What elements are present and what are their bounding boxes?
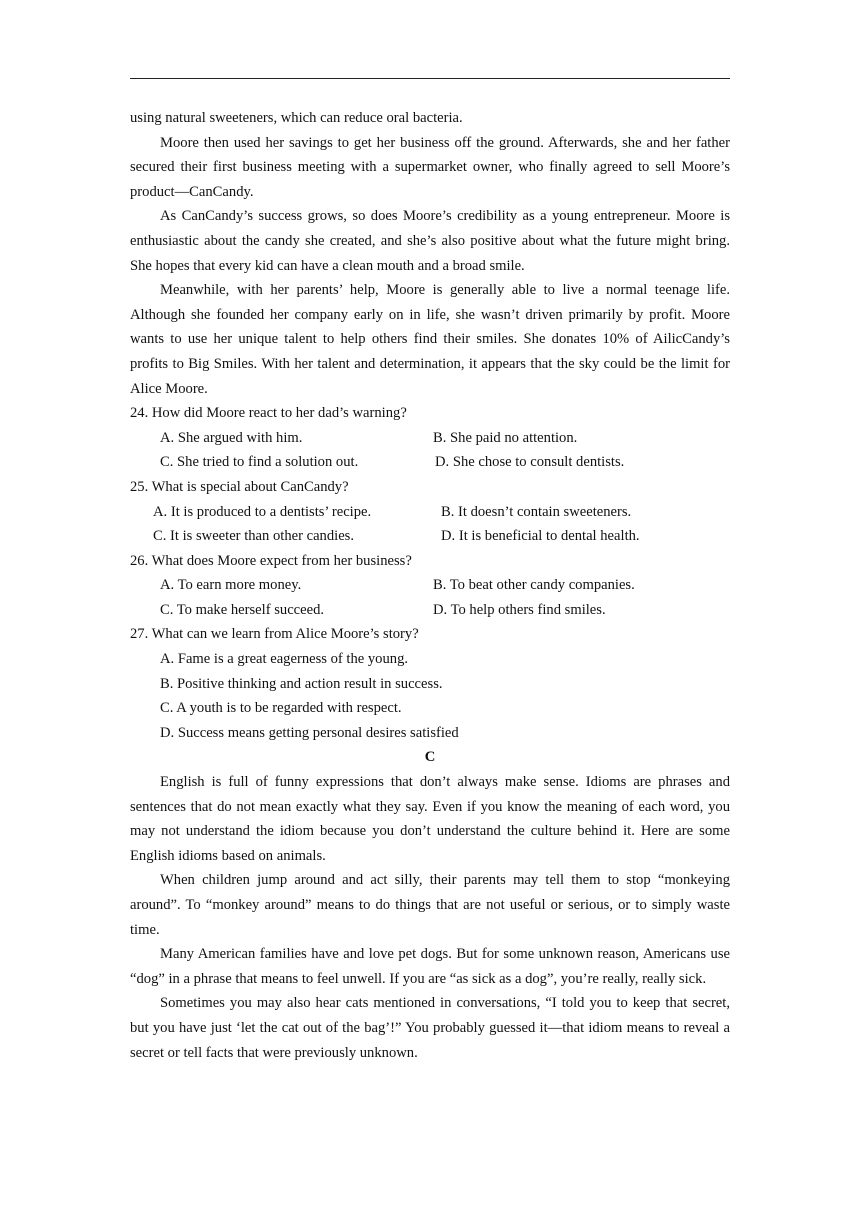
option-d: D. Success means getting personal desires satisfied (160, 724, 459, 741)
option-b: B. Positive thinking and action result in success. (160, 675, 443, 692)
option-c: C. To make herself succeed. (160, 601, 325, 618)
question-26-options-row-1 (130, 573, 730, 598)
option-b: B. It doesn’t contain sweeteners. (441, 503, 632, 520)
option-a: A. She argued with him. (160, 429, 303, 446)
option-a: A. Fame is a great eagerness of the young. (160, 651, 409, 668)
passage-paragraph: Many American families have and love pet dogs. But for some unknown reason, Americans use “dog” in a phrase that means to feel unwell. If you are “as sick as a dog”, you’re really, really sick. (130, 946, 730, 987)
header-rule (130, 78, 730, 79)
passage-paragraph: When children jump around and act silly, their parents may tell them to stop “monkeying around”. To “monkey around” means to do things that are not useful or serious, or to simply waste time. (130, 872, 730, 938)
question-26-options-row-2 (130, 598, 730, 623)
passage-paragraph: Meanwhile, with her parents’ help, Moore is generally able to live a normal teenage life. Although she founded her company early on in life, she wasn’t driven primarily by profit. Moore wants to use her unique talent to help others find their smiles. She donates 10% of AilicCandy’s profits to Big Smiles. With her talent and determination, it appears that the sky could be the limit for Alice Moore. (130, 282, 730, 397)
question-25-options-row-2 (130, 524, 730, 549)
passage-paragraph: using natural sweeteners, which can reduce oral bacteria. (130, 110, 463, 126)
question-25-options-row-1 (130, 500, 730, 525)
passage-paragraph: Moore then used her savings to get her business off the ground. Afterwards, she and her father secured their first business meeting with a supermarket owner, who finally agreed to sell Moore’s product—CanCandy. (130, 134, 730, 200)
option-d: D. She chose to consult dentists. (435, 454, 625, 471)
option-a: A. It is produced to a dentists’ recipe. (153, 503, 372, 520)
section-heading: C (424, 749, 436, 766)
question-26-stem: 26. What does Moore expect from her business? (130, 552, 412, 569)
question-27-stem: 27. What can we learn from Alice Moore’s story? (130, 626, 419, 643)
passage-paragraph: English is full of funny expressions that don’t always make sense. Idioms are phrases and sentences that do not mean exactly what they say. Even if you know the meaning of each word, you may not understand the idiom because you don’t understand the culture behind it. Here are some English idioms based on animals. (130, 774, 730, 864)
question-24-stem: 24. How did Moore react to her dad’s warning? (130, 405, 407, 422)
passage-paragraph: Sometimes you may also hear cats mentioned in conversations, “I told you to keep that secret, but you have just ‘let the cat out of the bag’!” You probably guessed it—that idiom means to reveal a secret or tell facts that were previously unknown. (130, 995, 730, 1061)
question-24-options-row-2 (130, 450, 730, 475)
question-25-stem: 25. What is special about CanCandy? (130, 478, 349, 495)
option-b: B. To beat other candy companies. (433, 577, 635, 594)
option-c: C. A youth is to be regarded with respect. (160, 700, 402, 717)
question-24-options-row-1 (130, 426, 730, 451)
option-c: C. She tried to find a solution out. (160, 454, 359, 471)
option-d: D. It is beneficial to dental health. (441, 528, 640, 545)
option-c: C. It is sweeter than other candies. (153, 528, 355, 545)
document-page (130, 106, 730, 1065)
option-b: B. She paid no attention. (433, 429, 578, 446)
option-d: D. To help others find smiles. (433, 601, 606, 618)
option-a: A. To earn more money. (160, 577, 302, 594)
passage-paragraph: As CanCandy’s success grows, so does Moore’s credibility as a young entrepreneur. Moore is enthusiastic about the candy she created, and she’s also positive about what the future might bring. She hopes that every kid can have a clean mouth and a broad smile. (130, 208, 730, 274)
